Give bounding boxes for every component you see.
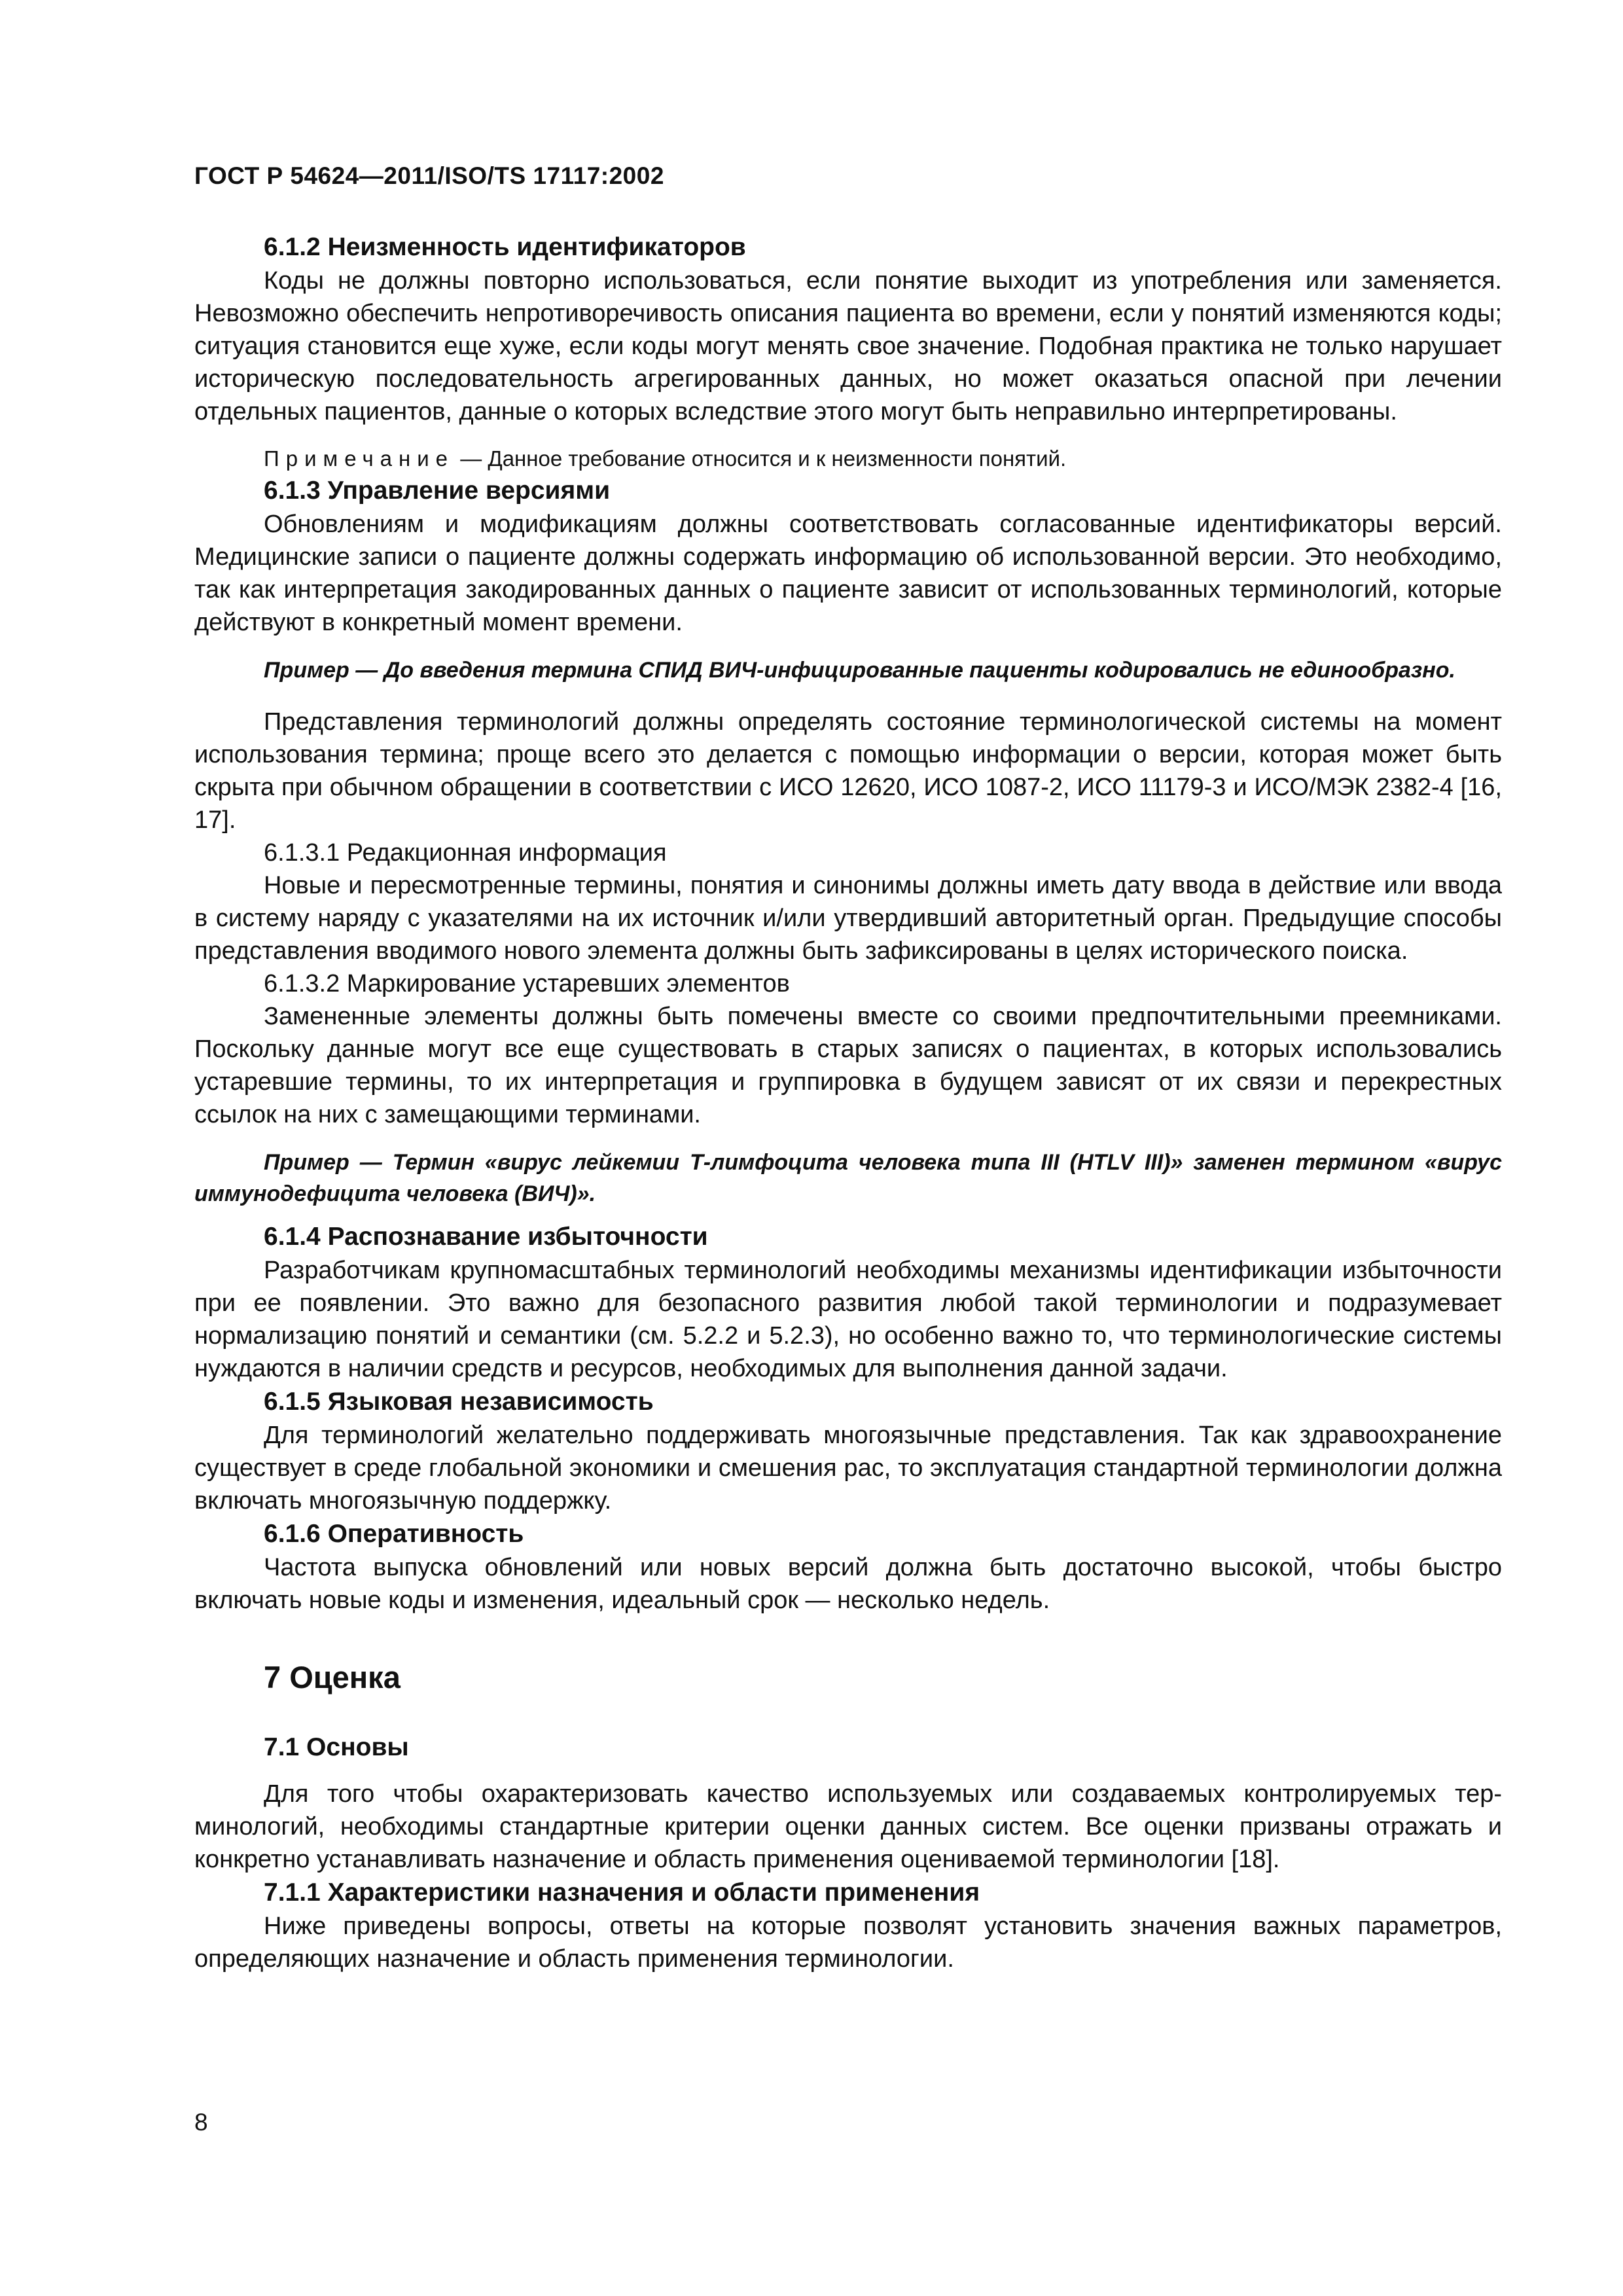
section-7-1-body: Для того чтобы охарактеризовать качество используемых или создаваемых контролируемых терминологий, необходимы стандартные критерии оценки данных систем. Все оценки призваны отражать и конкретно устанавливать назначение и область применения оцениваемой терминологии [18].	[194, 1780, 1502, 1873]
section-6-1-3-body-2: Представления терминологий должны определять состояние терминологической системы на момент использования термина; проще всего это делается с помощью информации о версии, которая может быть скрыта при обычном обращении в соответствии с ИСО 12620, ИСО 1087-2, ИСО 11179-3 и ИСО/МЭК 2382-4 [16, 17].	[194, 708, 1502, 834]
example-6-1-3-1: Пример — До введения термина СПИД ВИЧ-инфицированные пациенты кодировались не единообразно.	[264, 658, 1455, 683]
section-6-1-3-body-1: Обновлениям и модификациям должны соответствовать согласованные идентификаторы версий. Медицинские записи о пациенте должны содержать информацию об использованной версии. Это необходимо, так как интерпретация закодированных данных о пациенте зависит от использованных терминологий, которые действуют в конкретный момент времени.	[194, 511, 1502, 636]
section-6-1-6-body: Частота выпуска обновлений или новых версий должна быть достаточно высокой, чтобы быстро включать новые коды и изменения, идеальный срок — несколько недель.	[194, 1554, 1502, 1614]
document-header: ГОСТ Р 54624—2011/ISO/TS 17117:2002	[194, 162, 664, 189]
page-number: 8	[194, 2109, 208, 2136]
subsection-6-1-3-1-body: Новые и пересмотренные термины, понятия и синонимы должны иметь дату ввода в действие или ввода в систему наряду с указателями на их источник и/или утвердивший авторитетный орган. Предыдущие способы представления вводимого нового элемента должны быть зафиксированы в целях исторического поиска.	[194, 872, 1502, 965]
section-6-1-4-body: Разработчикам крупномасштабных терминологий необходимы механизмы идентификации избыточности при ее появлении. Это важно для безопасного развития любой такой терминологии и подразумевает нормализацию понятий и семантики (см. 5.2.2 и 5.2.3), но особенно важно то, что терминологические системы нуждаются в наличии средств и ресурсов, необходимых для выполнения данной задачи.	[194, 1257, 1502, 1382]
note-label: Примечание	[264, 446, 455, 471]
section-6-1-5-body: Для терминологий желательно поддерживать многоязычные представления. Так как здравоохранение существует в среде глобальной экономики и смешения рас, то эксплуатация стандартной терминологии должна включать многоязычную поддержку.	[194, 1422, 1502, 1515]
section-6-1-2-body: Коды не должны повторно использоваться, если понятие выходит из употребления или заменяется. Невозможно обеспечить непротиворечивость описания пациента во времени, если у понятий изменяются коды; ситуация становится еще хуже, если коды могут менять свое значение. Подобная практика не только нарушает историческую последовательность агрегированных данных, но может оказаться опасной при лечении отдельных пациентов, данные о которых вследствие этого могут быть неправильно интерпретированы.	[194, 267, 1502, 425]
section-7-1-1-title: 7.1.1 Характеристики назначения и области применения	[264, 1878, 980, 1907]
section-7-title: 7 Оценка	[264, 1660, 401, 1695]
note-text: — Данное требование относится и к неизменности понятий.	[460, 446, 1067, 471]
section-6-1-4-title: 6.1.4 Распознавание избыточности	[264, 1223, 708, 1251]
note-6-1-2	[194, 444, 1502, 474]
section-6-1-6-title: 6.1.6 Оперативность	[264, 1520, 524, 1548]
section-7-1-1-body: Ниже приведены вопросы, ответы на которые позволят установить значения важных параметров, определяющих назначение и область применения терминологии.	[194, 1912, 1502, 1973]
section-7-1-title: 7.1 Основы	[264, 1733, 409, 1761]
section-6-1-3-title: 6.1.3 Управление версиями	[264, 476, 611, 505]
section-6-1-5-title: 6.1.5 Языковая независимость	[264, 1388, 654, 1416]
subsection-6-1-3-1-title: 6.1.3.1 Редакционная информация	[264, 839, 667, 867]
subsection-6-1-3-2-title: 6.1.3.2 Маркирование устаревших элементов	[264, 970, 790, 997]
section-6-1-2-title: 6.1.2 Неизменность идентификаторов	[264, 233, 746, 261]
subsection-6-1-3-2-body: Замененные элементы должны быть помечены вместе со своими предпочтительными преемниками. Поскольку данные могут все еще существовать в старых записях о пациентах, в которых использовались устаревшие термины, то их интерпретация и группировка в будущем зависят от их связи и перекрестных ссылок на них с замещающими терминами.	[194, 1003, 1502, 1128]
example-6-1-3-2: Пример — Термин «вирус лейкемии Т-лимфоцита человека типа III (HTLV III)» заменен термином «вирус иммунодефицита человека (ВИЧ)».	[194, 1150, 1502, 1206]
document-body	[194, 230, 1502, 1975]
